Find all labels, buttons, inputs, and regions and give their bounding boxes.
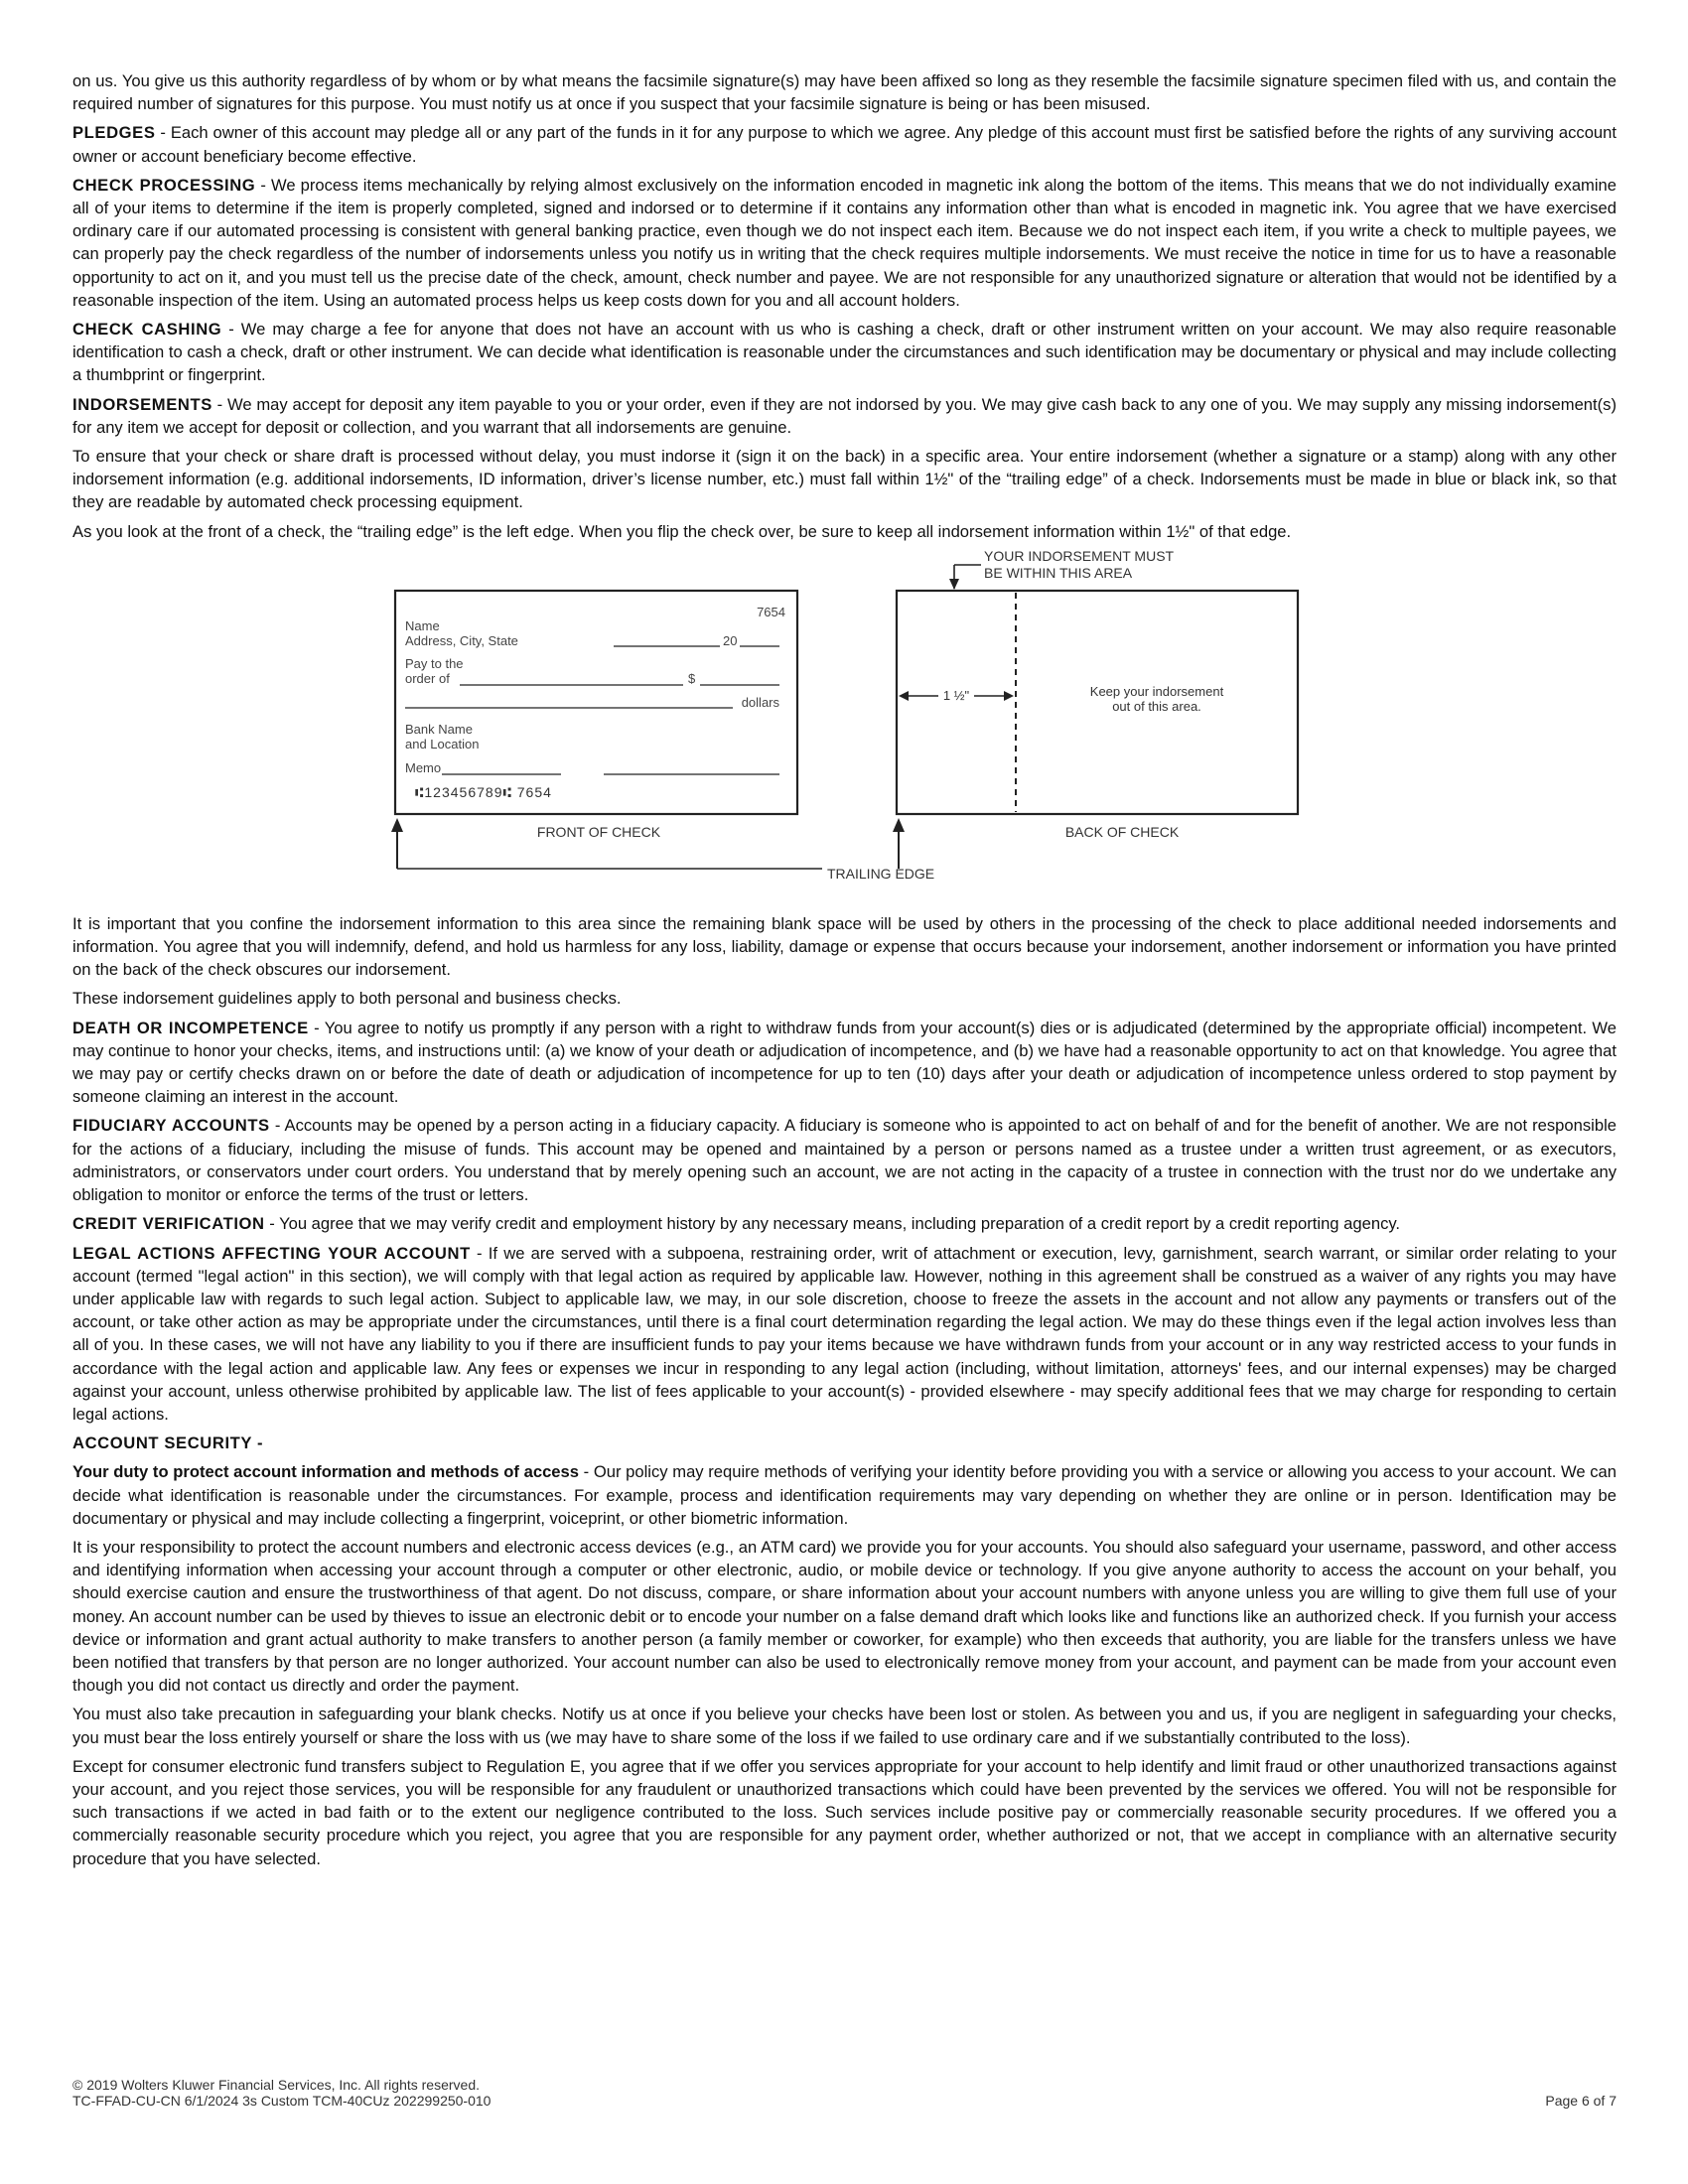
trailing-edge-paragraph: As you look at the front of a check, the “trailing edge” is the left edge. When you flip the check over, be sure to keep all indorsement information within 1½" of that edge. (72, 521, 1292, 541)
fiduciary-section (72, 1114, 1617, 1206)
measure-arrowhead-left (899, 691, 909, 701)
death-section (72, 1017, 1617, 1109)
check-memo: Memo (405, 759, 442, 775)
page-footer (72, 2077, 1617, 2109)
check-cashing-heading: CHECK CASHING (72, 320, 222, 340)
footer-copyright: © 2019 Wolters Kluwer Financial Services, Inc. All rights reserved. (72, 2077, 480, 2093)
footer-form-id: TC-FFAD-CU-CN 6/1/2024 3s Custom TCM-40CUz 202299250-010 (72, 2093, 492, 2109)
indorsements-section (72, 393, 1617, 439)
security-heading: ACCOUNT SECURITY - (72, 1433, 264, 1453)
front-of-check-label: FRONT OF CHECK (536, 823, 661, 840)
check-pay-to-the: Pay to the (405, 655, 464, 671)
credit-text: - You agree that we may verify credit and employment history by any necessary means, including preparation of a credit report by a credit reporting agency. (264, 1214, 1401, 1234)
ensure-paragraph: To ensure that your check or share draft is processed without delay, you must indorse it (sign it on the back) in a specific area. Your entire indorsement (whether a signature or a stamp) along with any other indorsement information (e.g. additional indorsements, ID information, driver’s license number, etc.) must fall within 1½" of the “trailing edge” of a check. Indorsements must be made in blue or black ink, so that they are readable by automated check processing equipment. (72, 447, 1617, 512)
check-dollars: dollars (741, 694, 779, 710)
guidelines-paragraph: These indorsement guidelines apply to both personal and business checks. (72, 989, 622, 1009)
death-heading: DEATH OR INCOMPETENCE (72, 1018, 309, 1037)
death-text: - You agree to notify us promptly if any person with a right to withdraw funds from your account(s) dies or is adjudicated (determined by the appropriate official) incompetent. We may continue to honor your checks, items, and instructions until: (a) we know of your death or adjudication of incompetence, and (b) we have had a reasonable opportunity to act on that knowledge. You agree that we may pay or certify checks drawn on or before the date of death or adjudication of incompetence for up to ten (10) days after your death or adjudication of incompetence unless ordered to stop payment by someone claiming an interest in the account. (72, 1018, 1617, 1107)
pledges-section (72, 121, 1617, 167)
check-micr-line: ⑆123456789⑆ 7654 (415, 783, 552, 800)
fiduciary-text: - Accounts may be opened by a person acting in a fiduciary capacity. A fiduciary is someone who is appointed to act on behalf of and for the benefit of another. We are not responsible for the actions of a fiduciary, including the misuse of funds. This account may be opened and maintained by a person or persons named as a trustee under a written trust agreement, or as executors, administrators, or conservators under court orders. You understand that by merely opening such an account, we are not acting in the capacity of a trustee in connection with the trust nor do we undertake any obligation to monitor or enforce the terms of the trust or letters. (72, 1116, 1617, 1205)
credit-section (72, 1212, 1617, 1235)
duty-text: - Our policy may require methods of verifying your identity before providing you with a service or allowing you access to your account. We can decide what identification is reasonable under the circumstances. For example, process and identification requirements may vary depending on whether they are online or in person. Identification may be documentary or physical and may include collecting a fingerprint, voiceprint, or other biometric information. (72, 1462, 1617, 1528)
measure-label: 1 ½" (942, 687, 970, 703)
check-cashing-section (72, 318, 1617, 387)
fiduciary-heading: FIDUCIARY ACCOUNTS (72, 1116, 270, 1136)
check-processing-heading: CHECK PROCESSING (72, 175, 256, 195)
indorsement-area-label-2: BE WITHIN THIS AREA (984, 564, 1133, 581)
footer-page-number: Page 6 of 7 (1545, 2093, 1617, 2109)
legal-heading: LEGAL ACTIONS AFFECTING YOUR ACCOUNT (72, 1243, 471, 1263)
check-bank-location: and Location (405, 736, 480, 751)
legal-section (72, 1242, 1617, 1427)
duty-section (72, 1460, 1617, 1530)
check-address: Address, City, State (405, 632, 518, 648)
check-date-suffix: 20 (723, 632, 738, 648)
trailing-edge-arrowhead-back (893, 818, 905, 832)
check-processing-text: - We process items mechanically by relying almost exclusively on the information encoded in magnetic ink along the bottom of the items. This means that we do not individually examine all of your items to determine if the item is properly completed, signed and indorsed or to determine if it contains any information other than what is encoded in magnetic ink. You agree that we have exercised ordinary care if our automated processing is consistent with general banking practice, even though we do not inspect each item. Because we do not inspect each item, if you write a check to multiple payees, we can properly pay the check regardless of the number of indorsements unless you notify us in writing that the check requires multiple indorsements. We must receive the notice in time for us to have a reasonable opportunity to act on it, and you must tell us the precise date of the check, amount, check number and payee. We are not responsible for any unauthorized signature or alteration that would not be identified by a reasonable inspection of the item. Using an automated process helps us keep costs down for you and all account holders. (72, 175, 1618, 310)
check-diagram (72, 549, 1617, 904)
intro-paragraph: on us. You give us this authority regardless of by whom or by what means the facsimile signature(s) may have been affixed so long as they resemble the facsimile signature specimen filed with us, and contain the required number of signatures for this purpose. You must notify us at once if you suspect that your facsimile signature is being or has been misused. (72, 71, 1617, 114)
indorsements-text: - We may accept for deposit any item payable to you or your order, even if they are not indorsed by you. We may give cash back to any one of you. We may supply any missing indorsement(s) for any item we accept for deposit or collection, and you warrant that all indorsements are genuine. (72, 394, 1617, 437)
trailing-edge-label: TRAILING EDGE (827, 865, 935, 882)
check-order-of: order of (405, 670, 450, 686)
check-name: Name (405, 617, 440, 633)
check-bank-name: Bank Name (405, 721, 473, 737)
pledges-text: - Each owner of this account may pledge all or any part of the funds in it for any purpose to which we agree. Any pledge of this account must first be satisfied before the rights of any surviving account owner or account beneficiary become effective. (72, 123, 1617, 166)
legal-text: - If we are served with a subpoena, restraining order, writ of attachment or execution, levy, garnishment, search warrant, or similar order relating to your account (termed "legal action" in this section), we will comply with that legal action as required by applicable law. However, nothing in this agreement shall be construed as a waiver of any rights you may have under applicable law with regards to such legal action. Subject to applicable law, we may, in our sole discretion, choose to freeze the assets in the account and not allow any payments or transfers out of the account, or take other action as may be appropriate under the circumstances, until there is a final court determination regarding the legal action. We may do these things even if the legal action involves less than all of you. In these cases, we will not have any liability to you if there are insufficient funds to pay your items because we have withdrawn funds from your account or in any way restricted access to your funds in accordance with the legal action and applicable law. Any fees or expenses we incur in responding to any legal action (including, without limitation, attorneys' fees, and our internal expenses) may be charged against your account, unless otherwise prohibited by applicable law. The list of fees applicable to your account(s) - provided elsewhere - may specify additional fees that we may charge for responding to certain legal actions. (72, 1243, 1618, 1424)
important-paragraph: It is important that you confine the indorsement information to this area since the remaining blank space will be used by others in the processing of the check to place additional needed indorsements and information. You agree that you will indemnify, defend, and hold us harmless for any loss, liability, damage or expense that occurs because your indorsement, another indorsement or information you have printed on the back of the check obscures our indorsement. (72, 913, 1617, 980)
front-of-check-box (395, 591, 797, 814)
credit-heading: CREDIT VERIFICATION (72, 1214, 265, 1234)
check-processing-section (72, 174, 1617, 312)
check-indorsement-figure (72, 549, 1617, 904)
blank-checks-paragraph: You must also take precaution in safeguarding your blank checks. Notify us at once if you believe your checks have been lost or stolen. As between you and us, if you are negligent in safeguarding your checks, you must bear the loss entirely yourself or share the loss with us (we may have to share some of the loss if we failed to use ordinary care and if we substantially contributed to the loss). (72, 1705, 1617, 1747)
keep-out-label-2: out of this area. (1112, 698, 1201, 714)
indorsement-area-label-1: YOUR INDORSEMENT MUST (984, 548, 1175, 564)
indorsement-pointer-arrowhead (949, 579, 959, 590)
keep-out-label-1: Keep your indorsement (1089, 683, 1224, 699)
duty-heading: Your duty to protect account information and methods of access (72, 1462, 579, 1482)
indorsements-heading: INDORSEMENTS (72, 394, 212, 414)
pledges-heading: PLEDGES (72, 123, 156, 143)
measure-arrowhead-right (1004, 691, 1014, 701)
responsibility-paragraph: It is your responsibility to protect the account numbers and electronic access devices (e.g., an ATM card) we provide you for your accounts. You should also safeguard your username, password, and other access and identifying information when accessing your account through a computer or other electronic, audio, or mobile device or technology. If you give anyone authority to access the account on your behalf, you should exercise caution and ensure the trustworthiness of that agent. Do not discuss, compare, or share information about your account numbers with anyone unless you are willing to give them full use of your money. An account number can be used by thieves to issue an electronic debit or to encode your number on a false demand draft which looks like and functions like an authorized check. If you furnish your access device or information and grant actual authority to make transfers to another person (a family member or coworker, for example) who then exceeds that authority, you are liable for the transfers unless we have been notified that transfers by that person are no longer authorized. Your account number can also be used to electronically remove money from your account, and payment can be made from your account even though you did not contact us directly and order the payment. (72, 1537, 1617, 1696)
check-cashing-text: - We may charge a fee for anyone that does not have an account with us who is cashing a check, draft or other instrument written on your account. We may also require reasonable identification to cash a check, draft or other instrument. We can decide what identification is reasonable under the circumstances and such identification may be documentary or physical and may include collecting a thumbprint or fingerprint. (72, 320, 1617, 385)
back-of-check-label: BACK OF CHECK (1064, 823, 1180, 840)
document-body (72, 69, 1617, 1876)
check-number: 7654 (757, 604, 785, 619)
check-dollar-sign: $ (688, 670, 696, 686)
regulation-e-paragraph: Except for consumer electronic fund transfers subject to Regulation E, you agree that if we offer you services appropriate for your account to help identify and limit fraud or other unauthorized transactions against your account, and you reject those services, you will be responsible for any fraudulent or unauthorized transactions which could have been prevented by the services we offered. You will not be responsible for such transactions if we acted in bad faith or to the extent our negligence contributed to the loss. Such services include positive pay or commercially reasonable security procedures. If we offered you a commercially reasonable security procedure which you reject, you agree that you are responsible for any payment order, whether authorized or not, that we accept in compliance with an alternative security procedure that you have selected. (72, 1756, 1617, 1868)
trailing-edge-arrowhead-front (391, 818, 403, 832)
